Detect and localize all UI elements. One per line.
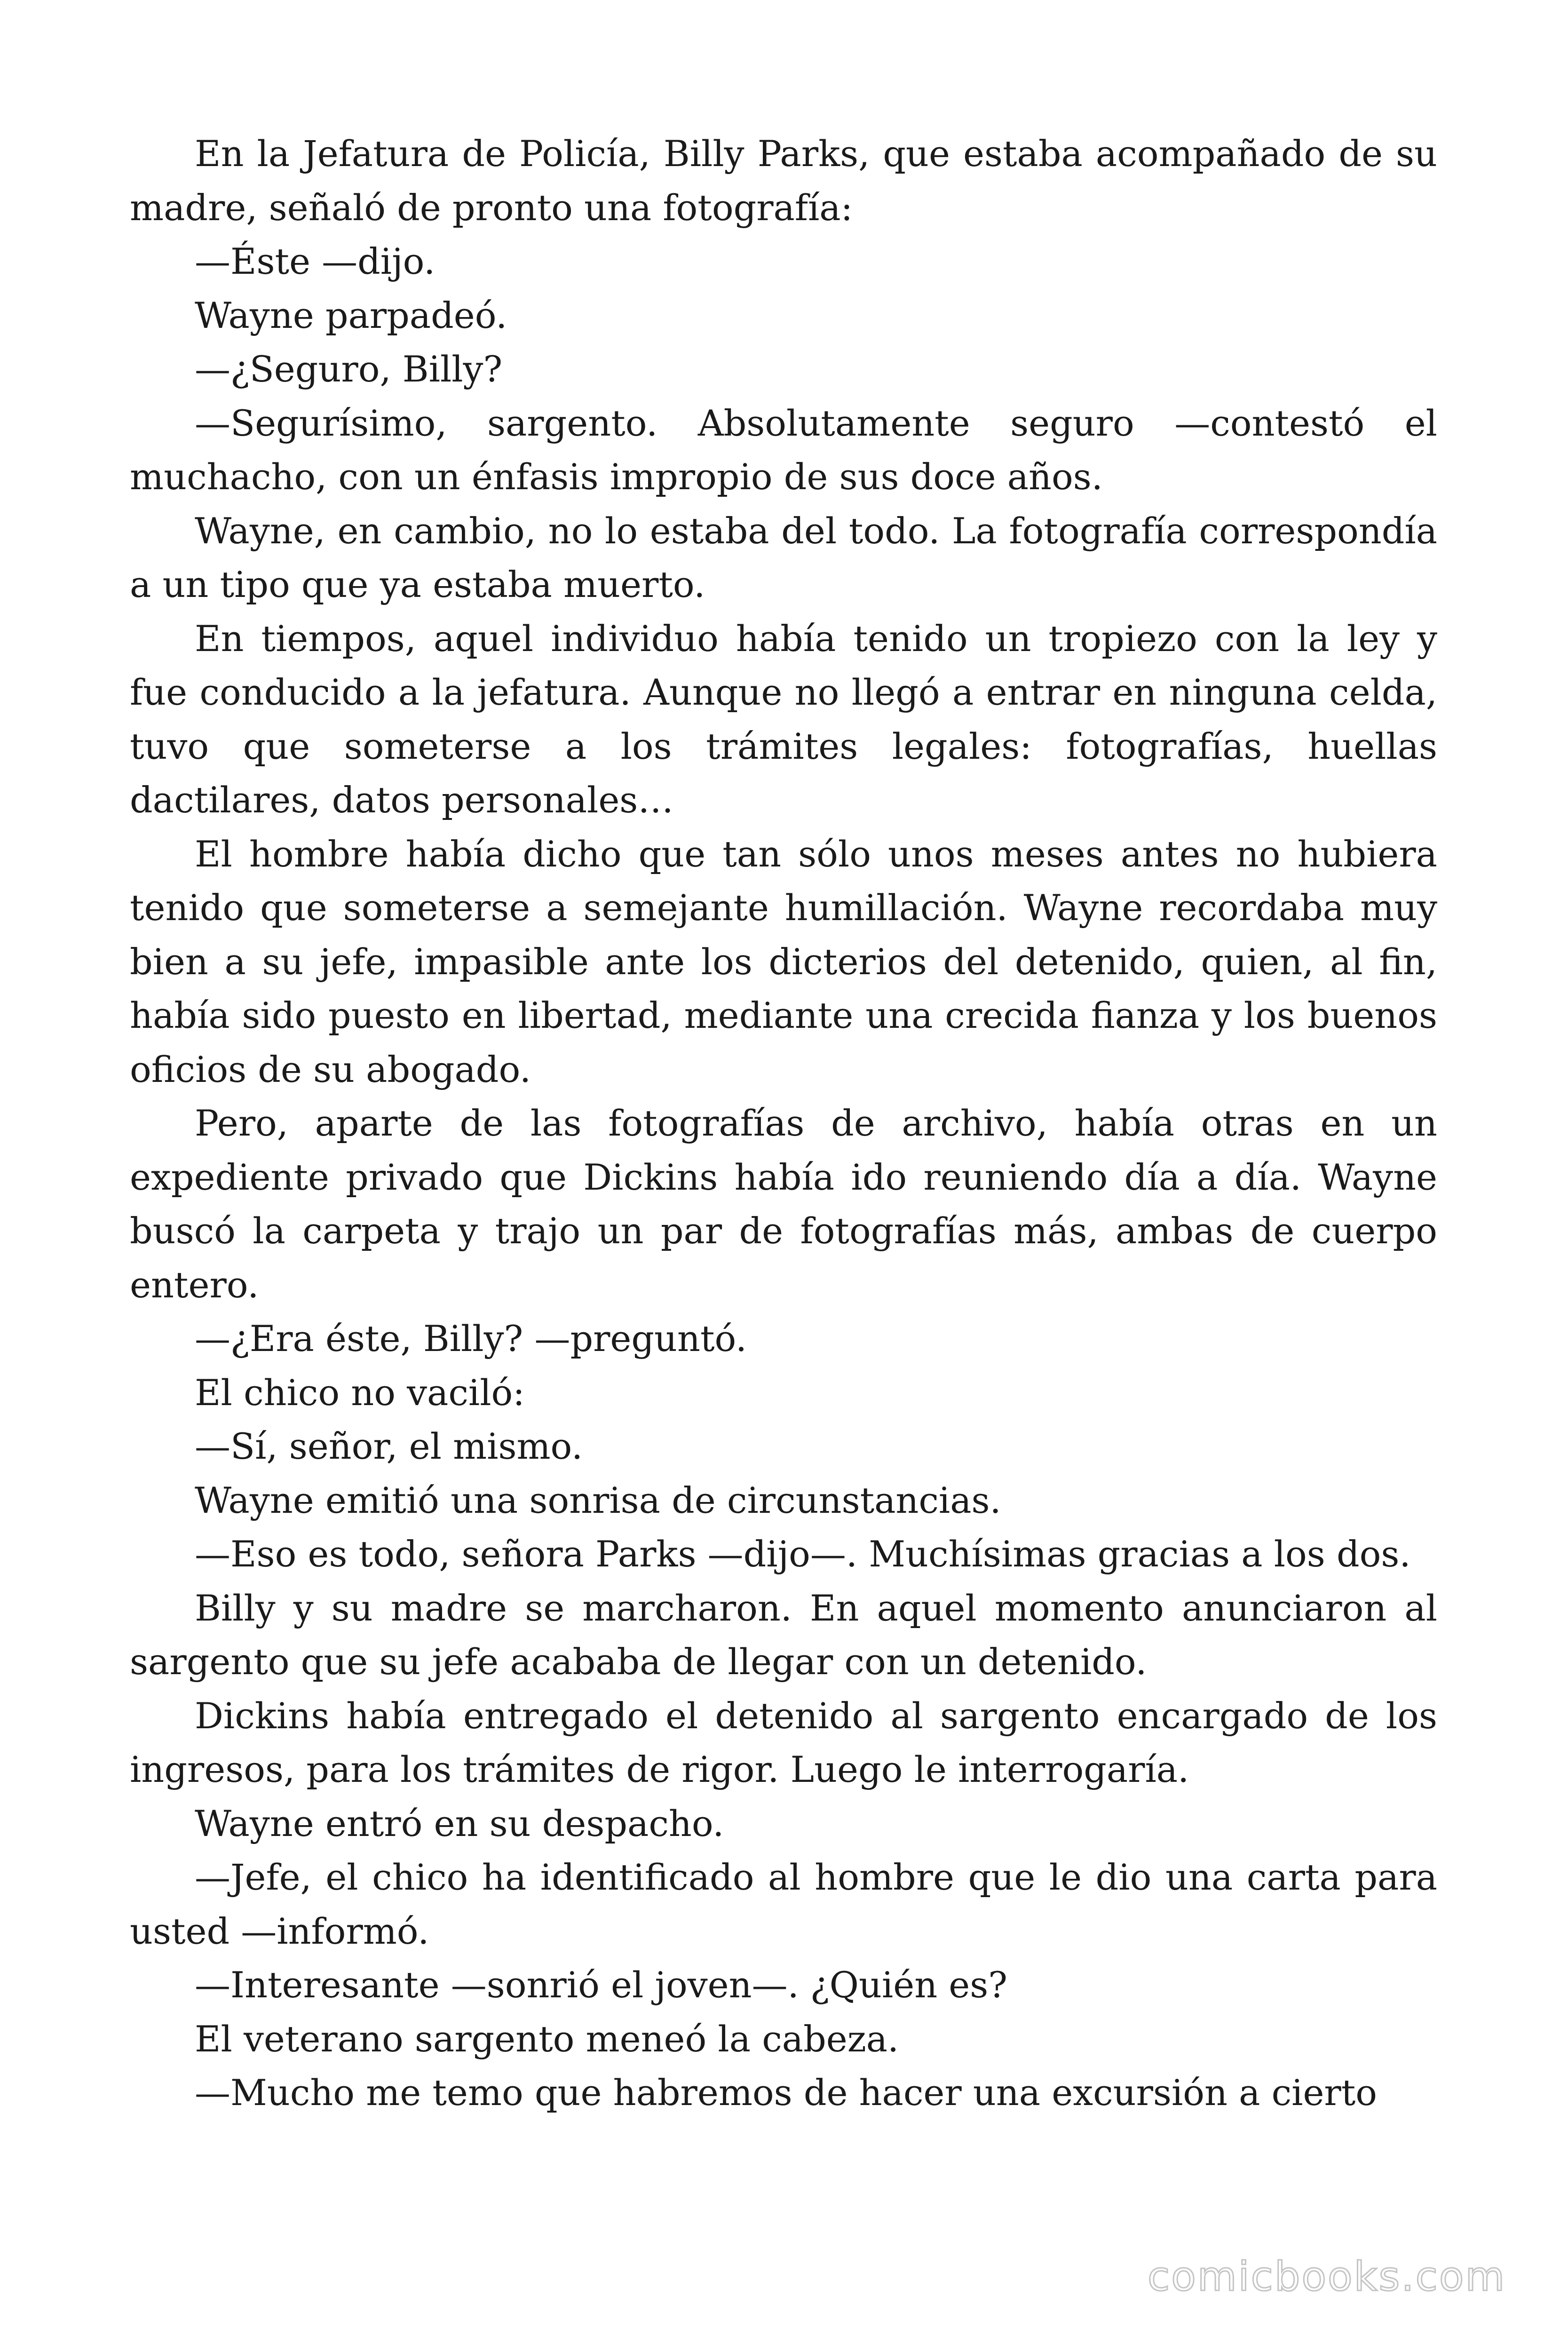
paragraph: —Sí, señor, el mismo. [195, 1425, 583, 1467]
paragraph: Pero, aparte de las fotografías de archivo, había otras en un expediente privado que Dickins había ido reuniendo día a día. Wayne buscó la carpeta y trajo un par de fotografías más, ambas de cuerpo entero. [130, 1102, 1437, 1306]
paragraph: Wayne, en cambio, no lo estaba del todo. La fotografía correspondía a un tipo que ya estaba muerto. [130, 509, 1437, 605]
paragraph: Billy y su madre se marcharon. En aquel momento anunciaron al sargento que su jefe acababa de llegar con un detenido. [130, 1587, 1437, 1683]
paragraph: El hombre había dicho que tan sólo unos meses antes no hubiera tenido que someterse a semejante humillación. Wayne recordaba muy bien a su jefe, impasible ante los dicterios del detenido, quien, al fin, había sido puesto en libertad, mediante una crecida fianza y los buenos oficios de su abogado. [130, 833, 1437, 1090]
paragraph: Wayne emitió una sonrisa de circunstancias. [195, 1479, 1001, 1521]
paragraph: —¿Seguro, Billy? [195, 348, 503, 390]
watermark: comicbooks.com [1148, 2253, 1506, 2300]
paragraph: —Interesante —sonrió el joven—. ¿Quién es? [195, 1964, 1008, 2006]
paragraph: —Segurísimo, sargento. Absolutamente seguro —contestó el muchacho, con un énfasis impropio de sus doce años. [130, 402, 1437, 498]
paragraph: El chico no vaciló: [195, 1371, 525, 1414]
paragraph: Wayne parpadeó. [195, 294, 507, 336]
paragraph: —Eso es todo, señora Parks —dijo—. Muchísimas gracias a los dos. [195, 1533, 1411, 1575]
paragraph: —Jefe, el chico ha identificado al hombre que le dio una carta para usted —informó. [130, 1856, 1437, 1952]
paragraph: —¿Era éste, Billy? —preguntó. [195, 1318, 747, 1359]
paragraph: —Mucho me temo que habremos de hacer una excursión a cierto [195, 2072, 1378, 2114]
paragraph: En tiempos, aquel individuo había tenido un tropiezo con la ley y fue conducido a la jefatura. Aunque no llegó a entrar en ninguna celda, tuvo que someterse a los trámites legales: fotografías, huellas dactilares, datos personales… [130, 617, 1437, 821]
paragraph: El veterano sargento meneó la cabeza. [195, 2018, 899, 2060]
paragraph: En la Jefatura de Policía, Billy Parks, que estaba acompañado de su madre, señaló de pronto una fotografía: [130, 133, 1437, 229]
page-body [130, 127, 1437, 2120]
paragraph: Dickins había entregado el detenido al sargento encargado de los ingresos, para los trámites de rigor. Luego le interrogaría. [130, 1694, 1437, 1790]
paragraph: —Éste —dijo. [195, 240, 436, 282]
paragraph: Wayne entró en su despacho. [195, 1802, 724, 1844]
